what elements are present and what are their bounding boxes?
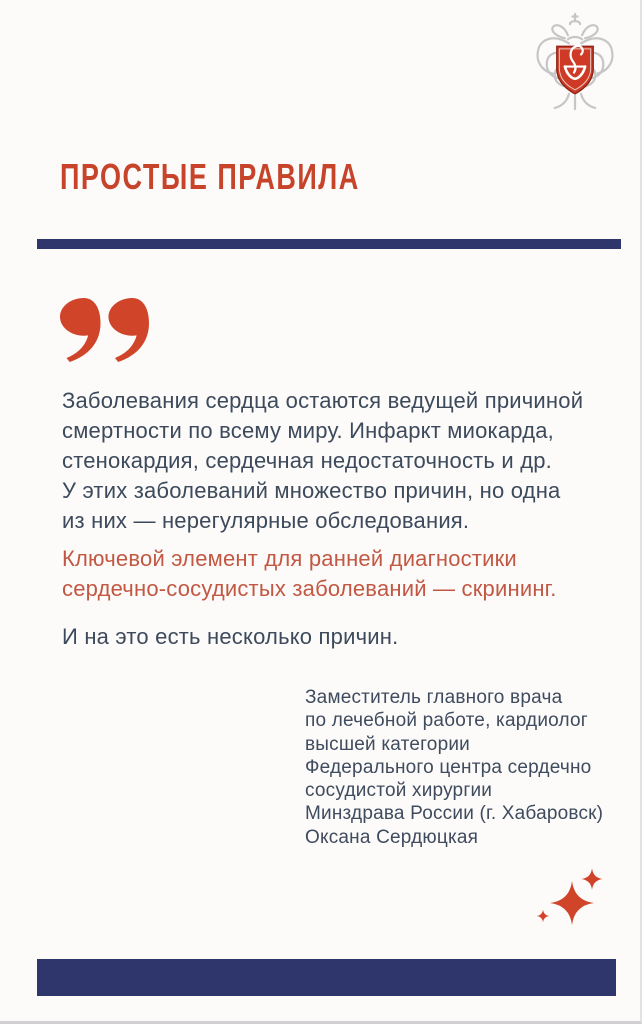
top-divider-bar	[37, 239, 621, 249]
attribution-line: по лечебной работе, кардиолог	[305, 710, 588, 732]
quote-line: стенокардия, сердечная недостаточность и др.	[62, 448, 552, 473]
quote-line: У этих заболеваний множество причин, но одна	[62, 478, 561, 503]
closing-quote-icon	[60, 298, 149, 362]
sparkles-icon	[530, 858, 620, 936]
attribution-line: высшей категории	[305, 733, 470, 755]
highlight-line: Ключевой элемент для ранней диагностики	[62, 546, 517, 571]
quote-line: из них — нерегулярные обследования.	[62, 508, 470, 533]
attribution-line: сосудистой хирургии	[305, 780, 493, 802]
attribution-line: Минздрава России (г. Хабаровск)	[305, 803, 604, 825]
bottom-bar	[37, 959, 616, 996]
quote-paragraph	[62, 386, 583, 536]
quote-line: Заболевания сердца остаются ведущей причиной	[62, 388, 584, 413]
highlight-paragraph	[62, 544, 557, 604]
attribution-line: Федерального центра сердечно	[305, 756, 592, 778]
attribution-line: Оксана Сердюцкая	[305, 826, 479, 848]
quote-line: смертности по всему миру. Инфаркт миокарда,	[62, 418, 554, 443]
attribution-block	[305, 686, 603, 849]
highlight-line: сердечно-сосудистых заболеваний — скрининг.	[62, 576, 557, 601]
closing-line: И на это есть несколько причин.	[62, 624, 399, 649]
attribution-line: Заместитель главного врача	[305, 687, 563, 708]
russian-health-ministry-emblem-icon	[534, 13, 616, 110]
page-title: ПРОСТЫЕ ПРАВИЛА	[60, 156, 360, 197]
